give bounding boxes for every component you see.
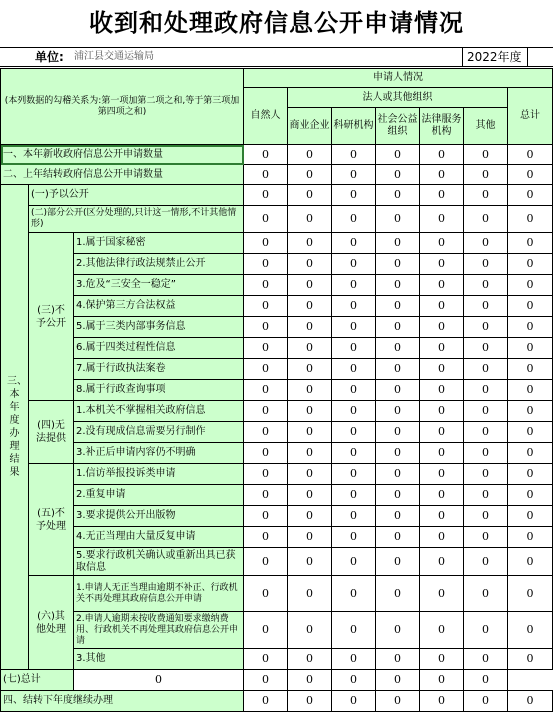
table-row [1, 485, 553, 506]
value-cell[interactable]: 0 [464, 401, 508, 422]
value-cell[interactable]: 0 [464, 691, 508, 712]
table-row [1, 401, 553, 422]
value-cell[interactable]: 0 [288, 649, 332, 670]
row-label[interactable]: 1.属于国家秘密 [74, 233, 244, 254]
value-cell[interactable]: 0 [244, 548, 288, 576]
value-cell[interactable]: 0 [244, 422, 288, 443]
total-cell[interactable]: 0 [508, 612, 553, 649]
value-cell[interactable]: 0 [332, 185, 376, 206]
value-cell[interactable]: 0 [244, 649, 288, 670]
table-row [1, 206, 553, 233]
total-cell[interactable]: 0 [508, 576, 553, 612]
value-cell[interactable]: 0 [376, 165, 420, 185]
total-cell[interactable]: 0 [508, 233, 553, 254]
table-row [1, 670, 553, 691]
value-cell[interactable]: 0 [420, 206, 464, 233]
value-cell[interactable]: 0 [464, 206, 508, 233]
value-cell[interactable]: 0 [464, 506, 508, 527]
table-row [1, 422, 553, 443]
total-cell[interactable]: 0 [508, 422, 553, 443]
value-cell[interactable]: 0 [420, 464, 464, 485]
value-cell[interactable]: 0 [332, 670, 376, 691]
value-cell[interactable]: 0 [420, 359, 464, 380]
value-cell[interactable]: 0 [288, 233, 332, 254]
unit-value[interactable]: 浦江县交通运输局 [74, 51, 154, 62]
total-cell[interactable]: 0 [508, 649, 553, 670]
total-cell[interactable]: 0 [508, 359, 553, 380]
total-cell[interactable]: 0 [508, 206, 553, 233]
value-cell[interactable]: 0 [420, 338, 464, 359]
value-cell[interactable]: 0 [332, 506, 376, 527]
value-cell[interactable]: 0 [288, 275, 332, 296]
value-cell[interactable]: 0 [332, 443, 376, 464]
value-cell[interactable]: 0 [332, 422, 376, 443]
value-cell[interactable]: 0 [288, 691, 332, 712]
table-row [1, 649, 553, 670]
row-label[interactable]: 2.没有现成信息需要另行制作 [74, 422, 244, 443]
value-cell[interactable]: 0 [332, 548, 376, 576]
header-bar [0, 47, 553, 67]
value-cell[interactable]: 0 [332, 254, 376, 275]
not-processed-group-label: (五)不予处理 [29, 464, 74, 576]
value-cell[interactable]: 0 [420, 185, 464, 206]
table-row [1, 185, 553, 206]
value-cell[interactable]: 0 [420, 691, 464, 712]
value-cell[interactable]: 0 [464, 443, 508, 464]
table-row [1, 527, 553, 548]
value-cell[interactable]: 0 [376, 464, 420, 485]
value-cell[interactable]: 0 [464, 275, 508, 296]
value-cell[interactable]: 0 [288, 443, 332, 464]
value-cell[interactable]: 0 [420, 649, 464, 670]
row-label[interactable]: 2.其他法律行政法规禁止公开 [74, 254, 244, 275]
row-label[interactable]: 6.属于四类过程性信息 [74, 338, 244, 359]
cannot-provide-group-label: (四)无法提供 [29, 401, 74, 464]
row-label[interactable]: 四、结转下年度继续办理 [1, 691, 244, 712]
value-cell[interactable]: 0 [376, 691, 420, 712]
total-cell[interactable]: 0 [508, 185, 553, 206]
value-cell[interactable]: 0 [244, 380, 288, 401]
value-cell[interactable]: 0 [332, 464, 376, 485]
total-cell[interactable]: 0 [508, 691, 553, 712]
value-cell[interactable]: 0 [464, 649, 508, 670]
value-cell[interactable]: 0 [244, 185, 288, 206]
row-label[interactable]: 8.属于行政查询事项 [74, 380, 244, 401]
value-cell[interactable]: 0 [376, 359, 420, 380]
value-cell[interactable]: 0 [376, 527, 420, 548]
result-group-label: 三、本年度办理结果 [1, 185, 29, 670]
value-cell[interactable]: 0 [464, 145, 508, 165]
value-cell[interactable]: 0 [420, 233, 464, 254]
table-row [1, 254, 553, 275]
value-cell[interactable]: 0 [376, 317, 420, 338]
value-cell[interactable]: 0 [288, 206, 332, 233]
value-cell[interactable]: 0 [420, 145, 464, 165]
value-cell[interactable]: 0 [464, 422, 508, 443]
legal-service-header: 法律服务机构 [420, 108, 464, 145]
total-cell[interactable]: 0 [508, 275, 553, 296]
table-row [1, 380, 553, 401]
table-row [1, 548, 553, 576]
row-label[interactable]: 3.补正后申请内容仍不明确 [74, 443, 244, 464]
value-cell[interactable]: 0 [464, 527, 508, 548]
row-label[interactable]: 3.其他 [74, 649, 244, 670]
value-cell[interactable]: 0 [420, 401, 464, 422]
not-disclosed-group-label: (三)不予公开 [29, 233, 74, 401]
social-welfare-header: 社会公益组织 [376, 108, 420, 145]
value-cell[interactable]: 0 [244, 296, 288, 317]
value-cell[interactable]: 0 [376, 612, 420, 649]
value-cell[interactable]: 0 [332, 527, 376, 548]
value-cell[interactable]: 0 [288, 317, 332, 338]
row-label[interactable]: 7.属于行政执法案卷 [74, 359, 244, 380]
total-cell[interactable]: 0 [508, 401, 553, 422]
value-cell[interactable]: 0 [464, 233, 508, 254]
value-cell[interactable]: 0 [332, 165, 376, 185]
value-cell[interactable]: 0 [420, 165, 464, 185]
value-cell[interactable]: 0 [332, 275, 376, 296]
total-header: 总计 [508, 88, 553, 145]
value-cell[interactable]: 0 [332, 145, 376, 165]
value-cell[interactable]: 0 [376, 649, 420, 670]
value-cell[interactable]: 0 [244, 691, 288, 712]
value-cell[interactable]: 0 [464, 254, 508, 275]
total-cell[interactable]: 0 [508, 464, 553, 485]
value-cell[interactable]: 0 [420, 548, 464, 576]
value-cell[interactable]: 0 [244, 485, 288, 506]
value-cell[interactable]: 0 [74, 670, 244, 691]
value-cell[interactable]: 0 [376, 506, 420, 527]
row-label[interactable]: 1.信访举报投诉类申请 [74, 464, 244, 485]
row-label[interactable]: 二、上年结转政府信息公开申请数量 [1, 165, 244, 185]
value-cell[interactable]: 0 [376, 380, 420, 401]
total-cell[interactable]: 0 [508, 527, 553, 548]
value-cell[interactable]: 0 [464, 485, 508, 506]
value-cell[interactable]: 0 [288, 670, 332, 691]
row-label[interactable]: (七)总计 [1, 670, 74, 691]
page-title: 收到和处理政府信息公开申请情况 [89, 8, 464, 37]
value-cell[interactable]: 0 [288, 338, 332, 359]
value-cell[interactable]: 0 [244, 576, 288, 612]
row-label[interactable]: (一)予以公开 [29, 185, 244, 206]
value-cell[interactable]: 0 [288, 485, 332, 506]
value-cell[interactable]: 0 [376, 185, 420, 206]
value-cell[interactable]: 0 [332, 206, 376, 233]
value-cell[interactable]: 0 [288, 527, 332, 548]
value-cell[interactable]: 0 [420, 612, 464, 649]
value-cell[interactable]: 0 [288, 401, 332, 422]
value-cell[interactable]: 0 [332, 576, 376, 612]
business-header: 商业企业 [288, 108, 332, 145]
total-cell[interactable]: 0 [508, 443, 553, 464]
value-cell[interactable]: 0 [376, 254, 420, 275]
value-cell[interactable]: 0 [464, 464, 508, 485]
value-cell[interactable]: 0 [244, 165, 288, 185]
value-cell[interactable]: 0 [332, 233, 376, 254]
value-cell[interactable]: 0 [420, 485, 464, 506]
value-cell[interactable]: 0 [332, 380, 376, 401]
value-cell[interactable]: 0 [420, 254, 464, 275]
applicant-header: 申请人情况 [244, 69, 553, 88]
value-cell[interactable]: 0 [244, 443, 288, 464]
value-cell[interactable]: 0 [464, 165, 508, 185]
value-cell[interactable]: 0 [420, 443, 464, 464]
year-label[interactable]: 2022年度 [462, 48, 528, 66]
total-cell[interactable]: 0 [508, 506, 553, 527]
value-cell[interactable]: 0 [244, 464, 288, 485]
value-cell[interactable]: 0 [420, 576, 464, 612]
value-cell[interactable]: 0 [244, 317, 288, 338]
value-cell[interactable]: 0 [288, 185, 332, 206]
row-label[interactable]: 4.保护第三方合法权益 [74, 296, 244, 317]
value-cell[interactable]: 0 [332, 691, 376, 712]
value-cell[interactable]: 0 [420, 670, 464, 691]
value-cell[interactable]: 0 [244, 527, 288, 548]
statistics-table [0, 68, 553, 712]
row-label[interactable]: 3.要求提供公开出版物 [74, 506, 244, 527]
value-cell[interactable]: 0 [332, 401, 376, 422]
value-cell[interactable]: 0 [376, 338, 420, 359]
value-cell[interactable]: 0 [464, 296, 508, 317]
row-label[interactable]: 2.申请人逾期未按收费通知要求缴纳费用、行政机关不再处理其政府信息公开申请 [74, 612, 244, 649]
table-row [1, 691, 553, 712]
value-cell[interactable]: 0 [244, 612, 288, 649]
value-cell[interactable]: 0 [420, 506, 464, 527]
natural-person-header: 自然人 [244, 88, 288, 145]
total-cell[interactable]: 0 [508, 485, 553, 506]
table-row [1, 145, 553, 165]
table-row [1, 576, 553, 612]
value-cell[interactable]: 0 [464, 380, 508, 401]
value-cell[interactable]: 0 [464, 612, 508, 649]
row-label[interactable]: 3.危及“三安全一稳定” [74, 275, 244, 296]
value-cell[interactable]: 0 [288, 359, 332, 380]
row-label[interactable]: 1.申请人无正当理由逾期不补正、行政机关不再处理其政府信息公开申请 [74, 576, 244, 612]
value-cell[interactable]: 0 [288, 422, 332, 443]
table-row [1, 359, 553, 380]
value-cell[interactable]: 0 [464, 359, 508, 380]
value-cell[interactable]: 0 [288, 296, 332, 317]
row-label[interactable]: (二)部分公开(区分处理的,只计这一情形,不计其他情形) [29, 206, 244, 233]
value-cell[interactable]: 0 [420, 317, 464, 338]
other-processing-group-label: (六)其他处理 [29, 576, 74, 670]
row-label[interactable]: 1.本机关不掌握相关政府信息 [74, 401, 244, 422]
value-cell[interactable]: 0 [376, 670, 420, 691]
table-row [1, 296, 553, 317]
value-cell[interactable]: 0 [288, 506, 332, 527]
value-cell[interactable]: 0 [244, 206, 288, 233]
value-cell[interactable]: 0 [464, 548, 508, 576]
value-cell[interactable]: 0 [288, 576, 332, 612]
value-cell[interactable]: 0 [244, 506, 288, 527]
research-header: 科研机构 [332, 108, 376, 145]
value-cell[interactable]: 0 [376, 296, 420, 317]
value-cell[interactable]: 0 [288, 254, 332, 275]
value-cell[interactable]: 0 [332, 296, 376, 317]
value-cell[interactable]: 0 [464, 317, 508, 338]
value-cell[interactable]: 0 [420, 422, 464, 443]
row-label[interactable]: 一、本年新收政府信息公开申请数量 [1, 145, 244, 165]
row-label[interactable]: 4.无正当理由大量反复申请 [74, 527, 244, 548]
note-cell: (本列数据的勾稽关系为:第一项加第二项之和,等于第三项加第四项之和) [1, 69, 244, 145]
table-row [1, 317, 553, 338]
legal-entity-header: 法人或其他组织 [288, 88, 508, 108]
total-cell[interactable]: 0 [508, 317, 553, 338]
value-cell[interactable]: 0 [464, 185, 508, 206]
value-cell[interactable]: 0 [332, 612, 376, 649]
table-row [1, 338, 553, 359]
value-cell[interactable]: 0 [376, 485, 420, 506]
other-header: 其他 [464, 108, 508, 145]
table-row [1, 233, 553, 254]
table-row [1, 165, 553, 185]
value-cell[interactable]: 0 [376, 206, 420, 233]
value-cell[interactable]: 0 [244, 359, 288, 380]
value-cell[interactable]: 0 [288, 464, 332, 485]
value-cell[interactable]: 0 [464, 338, 508, 359]
value-cell[interactable]: 0 [288, 145, 332, 165]
value-cell[interactable]: 0 [376, 576, 420, 612]
value-cell[interactable]: 0 [288, 548, 332, 576]
value-cell[interactable]: 0 [420, 527, 464, 548]
value-cell[interactable]: 0 [332, 359, 376, 380]
value-cell[interactable]: 0 [420, 380, 464, 401]
value-cell[interactable]: 0 [244, 275, 288, 296]
row-label[interactable]: 5.属于三类内部事务信息 [74, 317, 244, 338]
table-row [1, 443, 553, 464]
value-cell[interactable]: 0 [464, 576, 508, 612]
table-row [1, 612, 553, 649]
unit-label: 单位: [35, 50, 64, 64]
value-cell[interactable]: 0 [332, 338, 376, 359]
value-cell[interactable]: 0 [420, 296, 464, 317]
table-row [1, 506, 553, 527]
value-cell[interactable]: 0 [376, 548, 420, 576]
total-cell[interactable]: 0 [508, 380, 553, 401]
table-row [1, 275, 553, 296]
value-cell[interactable]: 0 [420, 275, 464, 296]
value-cell[interactable]: 0 [376, 422, 420, 443]
value-cell[interactable]: 0 [376, 145, 420, 165]
total-cell[interactable]: 0 [508, 145, 553, 165]
total-cell[interactable]: 0 [508, 254, 553, 275]
total-cell[interactable]: 0 [464, 670, 508, 691]
value-cell[interactable]: 0 [244, 233, 288, 254]
value-cell[interactable]: 0 [376, 233, 420, 254]
value-cell[interactable]: 0 [332, 317, 376, 338]
value-cell[interactable]: 0 [288, 380, 332, 401]
value-cell[interactable]: 0 [332, 485, 376, 506]
value-cell[interactable]: 0 [244, 145, 288, 165]
table-row [1, 464, 553, 485]
total-cell[interactable]: 0 [508, 338, 553, 359]
value-cell[interactable]: 0 [244, 254, 288, 275]
row-label[interactable]: 5.要求行政机关确认或重新出具已获取信息 [74, 548, 244, 576]
value-cell[interactable]: 0 [376, 443, 420, 464]
total-cell[interactable]: 0 [508, 165, 553, 185]
total-cell[interactable]: 0 [508, 296, 553, 317]
value-cell[interactable]: 0 [244, 338, 288, 359]
value-cell[interactable]: 0 [288, 612, 332, 649]
value-cell[interactable]: 0 [332, 649, 376, 670]
value-cell[interactable]: 0 [288, 165, 332, 185]
value-cell[interactable]: 0 [376, 401, 420, 422]
value-cell[interactable]: 0 [376, 275, 420, 296]
total-cell[interactable]: 0 [508, 548, 553, 576]
row-label[interactable]: 2.重复申请 [74, 485, 244, 506]
value-cell[interactable]: 0 [244, 401, 288, 422]
value-cell[interactable]: 0 [244, 670, 288, 691]
